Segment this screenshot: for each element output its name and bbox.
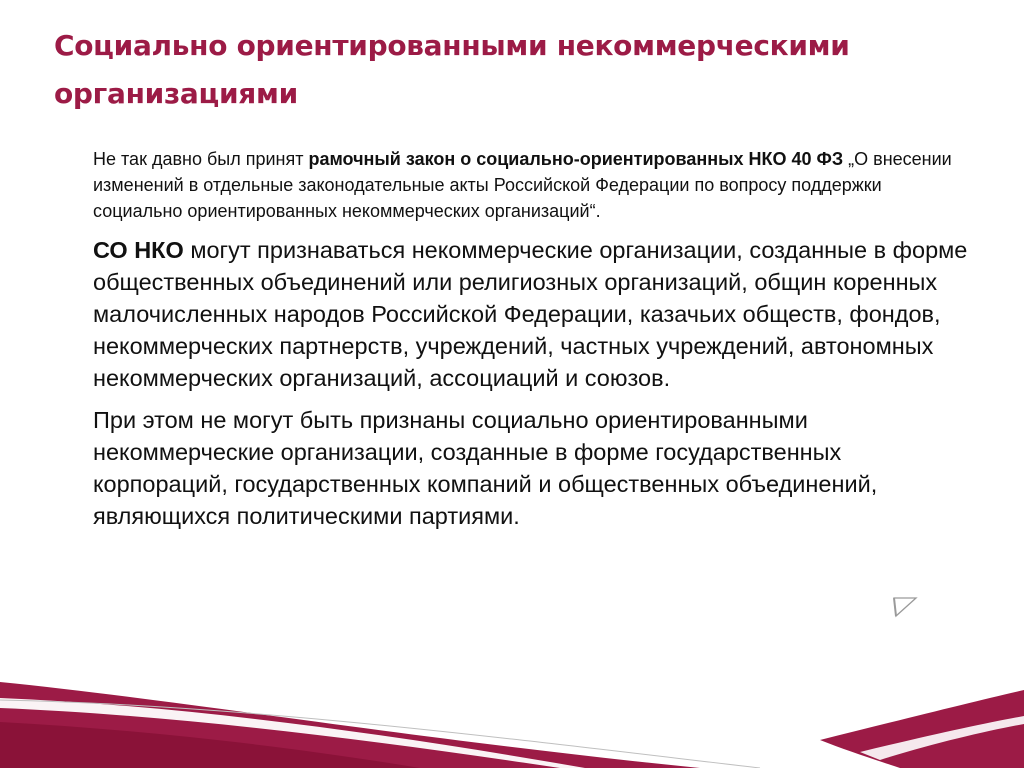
paragraph-law-bold: рамочный закон о социально-ориентированных НКО 40 ФЗ (308, 149, 844, 169)
paragraph-law-lead: Не так давно был принят (93, 149, 309, 169)
paragraph-law-rest: „О внесении изменений в отдельные законодательные акты Российской Федерации по вопросу поддержки социально ориентированных некоммерческих организаций“. (93, 149, 952, 221)
slide-title: Социально ориентированными некоммерческими организациями (54, 29, 850, 110)
paragraph-definition-bold: СО НКО (93, 237, 184, 263)
paragraph-definition (93, 234, 973, 394)
slide-body (93, 146, 973, 542)
paragraph-exclusion: При этом не могут быть признаны социально ориентированными некоммерческие организации, созданные в форме государственных корпораций, государственных компаний и общественных объединений, являющихся политическими партиями. (93, 407, 878, 529)
paragraph-definition-rest: могут признаваться некоммерческие организации, созданные в форме общественных объединений или религиозных организаций, общин коренных малочисленных народов Российской Федерации, казачьих обществ, фондов, некоммерческих партнерств, учреждений, частных учреждений, автономных некоммерческих организаций, ассоциаций и союзов. (93, 237, 968, 391)
corner-triangle-icon (892, 596, 918, 618)
paragraph-law (93, 146, 973, 224)
